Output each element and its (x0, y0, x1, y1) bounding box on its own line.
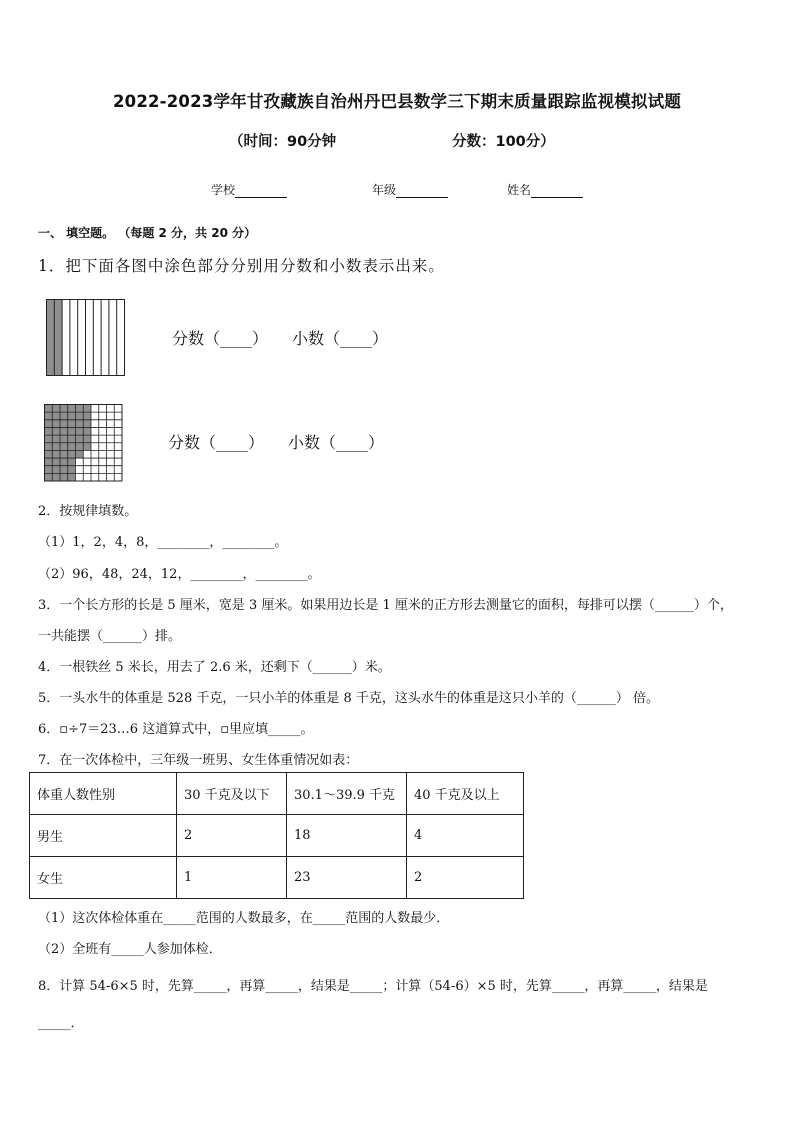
question-7-part-1: （1）这次体检体重在_____范围的人数最多，在_____范围的人数最少． (38, 911, 450, 926)
table-cell: 男生 (30, 815, 177, 857)
question-2-part-1: （1）1，2，4，8，________，________。 (38, 535, 288, 550)
figure-columns (46, 299, 126, 376)
school-blank[interactable] (235, 184, 287, 198)
table-row (30, 815, 524, 857)
question-2: 2．按规律填数。 (38, 504, 138, 519)
fig2-decimal-label: 小数（____） (288, 433, 385, 452)
table-row (30, 857, 524, 899)
grade-label: 年级 (372, 183, 397, 197)
table-cell: 女生 (30, 857, 177, 899)
question-5: 5．一头水牛的体重是 528 千克，一只小羊的体重是 8 千克，这头水牛的体重是这只小羊的（______） 倍。 (38, 691, 660, 706)
grade-field (372, 181, 448, 198)
name-field (507, 181, 583, 198)
table-cell: 18 (287, 815, 407, 857)
figure-grid (44, 404, 124, 482)
question-8-line-1: 8．计算 54-6×5 时，先算_____，再算_____，结果是_____；计算（54-6）×5 时，先算_____，再算_____，结果是 (38, 979, 708, 994)
question-1: 1．把下面各图中涂色部分分别用分数和小数表示出来。 (38, 257, 445, 275)
question-3-line-2: 一共能摆（______）排。 (38, 629, 182, 644)
fig1-fraction-label: 分数（____） (172, 329, 269, 348)
table-header-cell: 40 千克及以上 (407, 773, 524, 815)
table-header-cell: 30.1～39.9 千克 (287, 773, 407, 815)
name-label: 姓名 (507, 183, 532, 197)
section-title: 一、 填空题。 （每题 2 分，共 20 分） (38, 226, 257, 240)
question-6: 6．▫÷7＝23…6 这道算式中，▫里应填_____。 (38, 722, 314, 737)
table-header-cell: 30 千克及以下 (177, 773, 287, 815)
question-4: 4．一根铁丝 5 米长，用去了 2.6 米，还剩下（______）米。 (38, 660, 391, 675)
table-cell: 2 (177, 815, 287, 857)
school-field (211, 181, 287, 198)
name-blank[interactable] (531, 184, 583, 198)
table-cell: 4 (407, 815, 524, 857)
weight-table (29, 772, 524, 899)
table-header-cell: 体重人数性别 (30, 773, 177, 815)
table-cell: 2 (407, 857, 524, 899)
question-8-line-2: _____． (38, 1016, 84, 1031)
table-header-row (30, 773, 524, 815)
exam-score: 分数：100分） (452, 134, 555, 150)
question-2-part-2: （2）96，48，24，12，________，________。 (38, 567, 321, 582)
school-label: 学校 (211, 183, 236, 197)
fig2-fraction-label: 分数（____） (168, 433, 265, 452)
fig1-decimal-label: 小数（____） (292, 329, 389, 348)
table-cell: 1 (177, 857, 287, 899)
page-title: 2022-2023学年甘孜藏族自治州丹巴县数学三下期末质量跟踪监视模拟试题 (112, 92, 682, 111)
question-3-line-1: 3．一个长方形的长是 5 厘米，宽是 3 厘米。如果用边长是 1 厘米的正方形去测量它的面积，每排可以摆（______）个， (38, 598, 733, 613)
exam-time: （时间：90分钟 (229, 134, 337, 150)
table-cell: 23 (287, 857, 407, 899)
question-7-part-2: （2）全班有_____人参加体检． (38, 942, 222, 957)
grade-blank[interactable] (396, 184, 448, 198)
question-7: 7．在一次体检中，三年级一班男、女生体重情况如表： (38, 753, 359, 768)
